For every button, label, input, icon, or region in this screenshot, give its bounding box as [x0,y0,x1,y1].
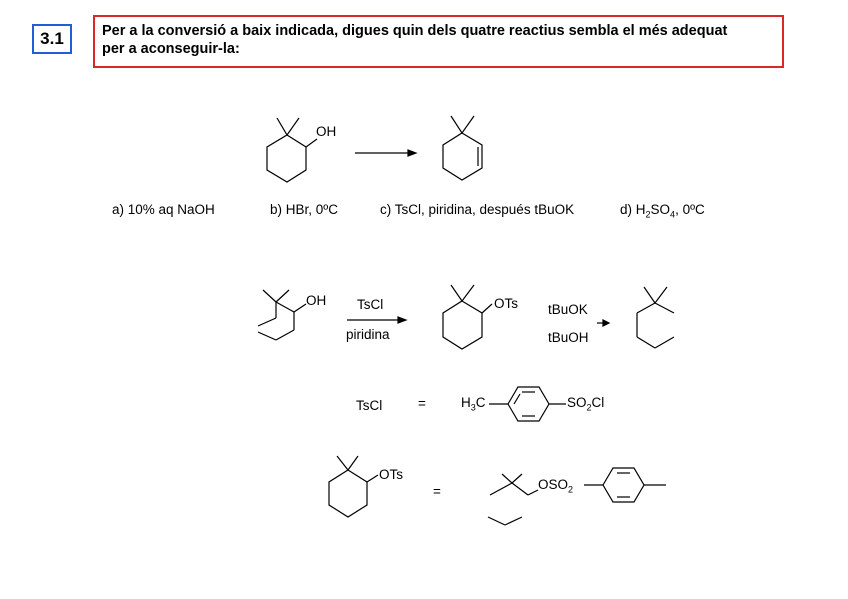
ots-expanded [488,468,666,525]
tscl-so2cl: $SO_2Cl$ [567,395,605,413]
ots-cyclohexyl [329,456,378,517]
reaction-arrow-1 [355,150,416,156]
reagent-piridina: piridina [346,327,390,342]
tscl-equals: = [418,396,426,411]
reagent-tscl: TsCl [357,297,384,312]
scheme-tosylate [443,285,492,349]
scheme-arrow-1 [347,317,406,323]
question-line-1: Per a la conversió a baix indicada, digues quin dels quatre reactius sembla el més adequat [102,23,728,39]
scheme-arrow-2 [597,320,609,326]
reagent-tbuok: tBuOK [548,302,588,317]
reactant-dimethylcyclohexanol [267,118,317,182]
scheme-alkene-product [637,287,674,348]
tscl-label: TsCl [356,398,383,413]
ots-equals: = [433,484,441,499]
scheme-ots-label: OTs [494,296,519,311]
oh-label: OH [316,124,337,139]
ots-def-label: OTs [379,467,404,482]
product-dimethylcyclohexene [443,116,482,180]
option-b: b) HBr, 0ºC [270,202,338,217]
oso2-label: $OSO_2$ [538,477,574,495]
option-a: a) 10% aq NaOH [112,202,215,217]
problem-number-badge: 3.1 [32,24,72,54]
question-line-2: per a aconseguir-la: [102,41,240,57]
tscl-h3c: $H_3C$ [461,395,486,413]
option-d: d) $H_2SO_4$, 0ºC [620,202,705,220]
scheme-alcohol [258,290,306,340]
scheme-oh-label: OH [306,293,327,308]
reagent-tbuoh: tBuOH [548,330,589,345]
tscl-structure [489,387,566,421]
option-c: c) TsCl, piridina, después tBuOK [380,202,575,217]
